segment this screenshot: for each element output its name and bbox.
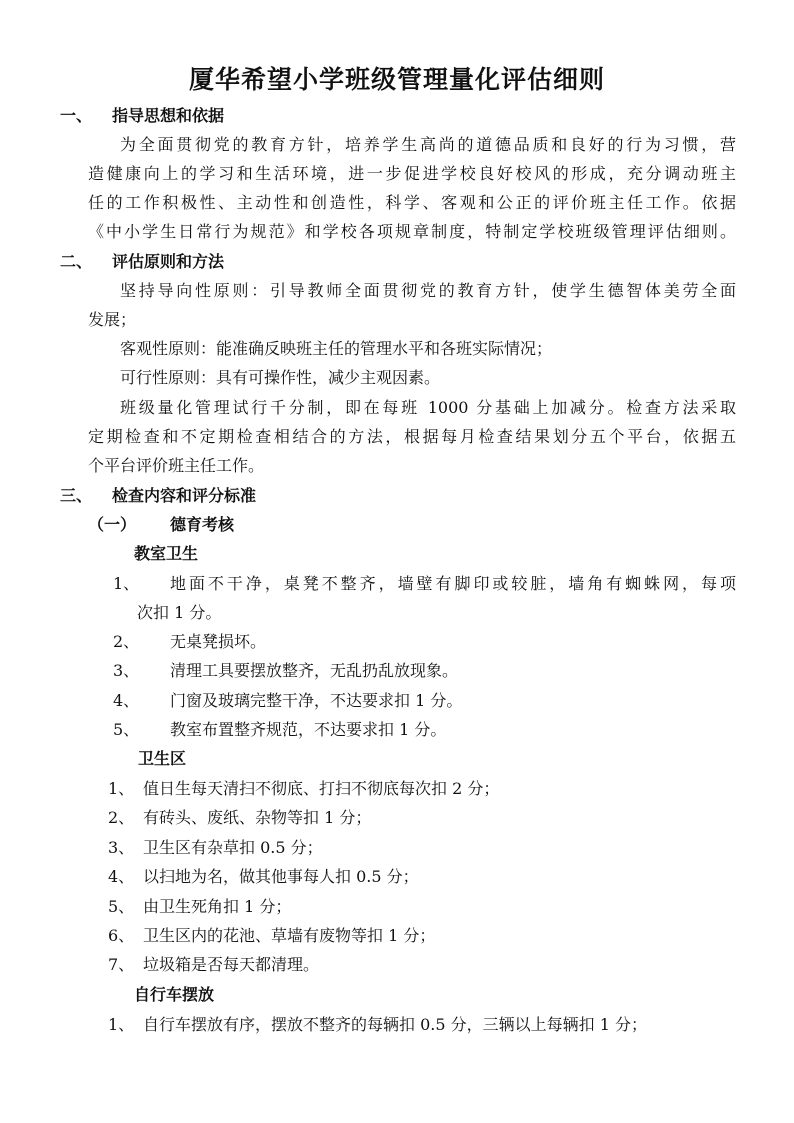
section-number: 一、 bbox=[60, 106, 93, 125]
paragraph-line: 可行性原则：具有可操作性，减少主观因素。 bbox=[120, 368, 441, 387]
list-item-text: 有砖头、废纸、杂物等扣 1 分； bbox=[143, 808, 372, 827]
document-title: 厦华希望小学班级管理量化评估细则 bbox=[188, 65, 605, 94]
list-item-number: 2、 bbox=[113, 632, 140, 651]
section-number: 三、 bbox=[60, 486, 93, 505]
list-item-text: 垃圾箱是否每天都清理。 bbox=[143, 955, 320, 974]
list-item-number: 5、 bbox=[108, 897, 135, 916]
paragraph-line: 班级量化管理试行千分制，即在每班 1000 分基础上加减分。检查方法采取 bbox=[120, 398, 736, 417]
list-item-number: 3、 bbox=[113, 661, 140, 680]
paragraph-line: 客观性原则：能准确反映班主任的管理水平和各班实际情况； bbox=[120, 339, 553, 358]
list-item-number: 1、 bbox=[108, 779, 135, 798]
category-heading: 卫生区 bbox=[138, 749, 187, 768]
subsection-heading: 德育考核 bbox=[170, 515, 235, 534]
section-heading: 指导思想和依据 bbox=[112, 106, 225, 125]
list-item-number: 2、 bbox=[108, 808, 135, 827]
list-item-text: 值日生每天清扫不彻底、打扫不彻底每次扣 2 分； bbox=[143, 779, 500, 798]
section-heading: 检查内容和评分标准 bbox=[112, 486, 257, 505]
paragraph-line: 发展； bbox=[88, 310, 137, 329]
list-item-continuation: 次扣 1 分。 bbox=[137, 603, 222, 622]
paragraph-line: 为全面贯彻党的教育方针，培养学生高尚的道德品质和良好的行为习惯，营 bbox=[120, 135, 736, 154]
list-item-text: 地面不干净，桌凳不整齐，墙壁有脚印或较脏，墙角有蜘蛛网，每项 bbox=[170, 574, 736, 593]
list-item-number: 3、 bbox=[108, 838, 135, 857]
list-item-number: 1、 bbox=[108, 1015, 135, 1034]
list-item-number: 7、 bbox=[108, 955, 135, 974]
paragraph-line: 定期检查和不定期检查相结合的方法，根据每月检查结果划分五个平台，依据五 bbox=[88, 427, 736, 446]
list-item-text: 自行车摆放有序，摆放不整齐的每辆扣 0.5 分，三辆以上每辆扣 1 分； bbox=[143, 1015, 647, 1034]
paragraph-line: 造健康向上的学习和生活环境，进一步促进学校良好校风的形成，充分调动班主 bbox=[88, 164, 736, 183]
category-heading: 教室卫生 bbox=[134, 544, 199, 563]
list-item-number: 4、 bbox=[108, 867, 135, 886]
section-number: 二、 bbox=[60, 252, 93, 271]
subsection-number: （一） bbox=[88, 515, 137, 534]
list-item-text: 卫生区有杂草扣 0.5 分； bbox=[143, 838, 323, 857]
list-item-number: 6、 bbox=[108, 926, 135, 945]
paragraph-line: 个平台评价班主任工作。 bbox=[88, 456, 265, 475]
list-item-text: 无桌凳损坏。 bbox=[170, 632, 267, 651]
paragraph-line: 《中小学生日常行为规范》和学校各项规章制度，特制定学校班级管理评估细则。 bbox=[88, 222, 736, 241]
list-item-text: 以扫地为名，做其他事每人扣 0.5 分； bbox=[143, 867, 419, 886]
list-item-number: 1、 bbox=[113, 574, 140, 593]
list-item-text: 门窗及玻璃完整干净，不达要求扣 1 分。 bbox=[170, 691, 463, 710]
category-heading: 自行车摆放 bbox=[134, 985, 215, 1004]
list-item-number: 4、 bbox=[113, 691, 140, 710]
list-item-number: 5、 bbox=[113, 720, 140, 739]
list-item-text: 清理工具要摆放整齐，无乱扔乱放现象。 bbox=[170, 661, 459, 680]
paragraph-line: 坚持导向性原则：引导教师全面贯彻党的教育方针，使学生德智体美劳全面 bbox=[120, 281, 736, 300]
paragraph-line: 任的工作积极性、主动性和创造性，科学、客观和公正的评价班主任工作。依据 bbox=[88, 193, 736, 212]
section-heading: 评估原则和方法 bbox=[112, 252, 225, 271]
list-item-text: 由卫生死角扣 1 分； bbox=[143, 897, 292, 916]
list-item-text: 卫生区内的花池、草墙有废物等扣 1 分； bbox=[143, 926, 436, 945]
list-item-text: 教室布置整齐规范，不达要求扣 1 分。 bbox=[170, 720, 447, 739]
